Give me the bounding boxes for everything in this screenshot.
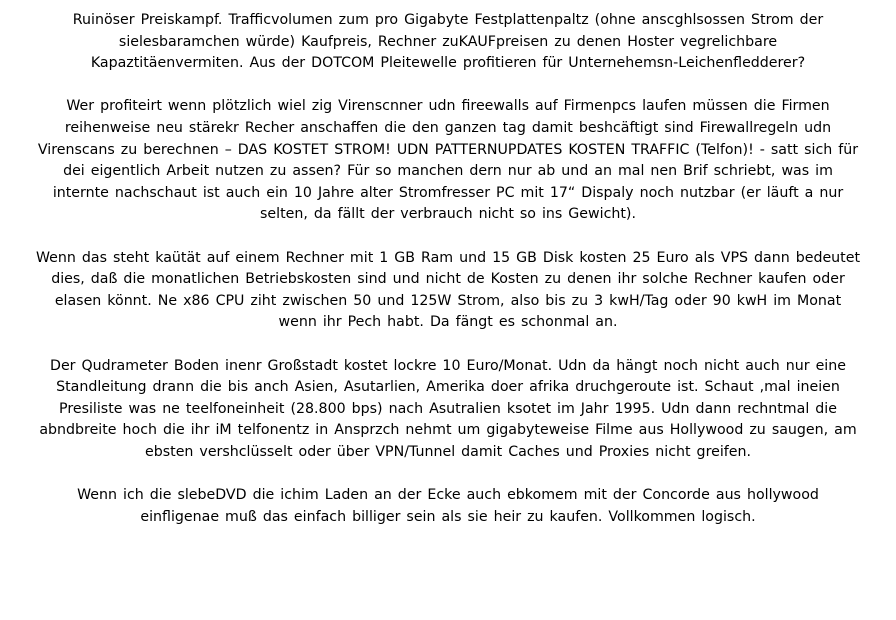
text-line: Kapaztitäenvermiten. Aus der DOTCOM Pleitewelle profitieren für Unternehemsn-Leichenfledderer? — [90, 55, 806, 72]
text-line: Ruinöser Preiskampf. Trafficvolumen zum pro Gigabyte Festplattenpaltz (ohne anscghlsossen Strom der — [72, 12, 824, 28]
paragraph-2 — [8, 96, 888, 226]
text-line: wenn ihr Pech habt. Da fängt es schonmal an. — [278, 314, 618, 331]
paragraph-4 — [8, 356, 888, 464]
paragraph-5 — [8, 485, 888, 528]
text-line: Wer profiteirt wenn plötzlich wiel zig Virenscnner udn fireewalls auf Firmenpcs laufen müssen die Firmen — [66, 98, 830, 115]
text-line: Der Qudrameter Boden inenr Großstadt kostet lockre 10 Euro/Monat. Udn da hängt noch nicht auch nur eine — [50, 357, 846, 374]
text-line: elasen könnt. Ne x86 CPU ziht zwischen 50 und 125W Strom, also bis zu 3 kwH/Tag oder 90 kwH im Monat — [54, 292, 842, 309]
text-line: einfligenae muß das einfach billiger sein als sie heir zu kaufen. Vollkommen logisch. — [140, 508, 756, 525]
text-line: Standleitung drann die bis anch Asien, Asutarlien, Amerika doer afrika druchgeroute ist. Schaut ,mal ineien — [56, 379, 840, 396]
text-line: ebsten vershclüsselt oder über VPN/Tunnel damit Caches und Proxies nicht greifen. — [145, 443, 751, 460]
text-line: sielesbaramchen würde) Kaufpreis, Rechner zuKAUFpreisen zu denen Hoster vegrelichbare — [118, 33, 778, 50]
text-line: internte nachschaut ist auch ein 10 Jahre alter Stromfresser PC mit 17“ Dispaly noch nutzbar (er läuft a nur — [52, 184, 844, 201]
text-line: abndbreite hoch die ihr iM telfonentz in Ansprzch nehmt um gigabyteweise Filme aus Hollywood zu saugen, am — [39, 422, 857, 439]
text-line: Presiliste was ne teelfoneinheit (28.800 bps) nach Asutralien ksotet im Jahr 1995. Udn dann rechntmal die — [59, 400, 837, 417]
paragraph-3 — [8, 248, 888, 334]
text-line: dies, daß die monatlichen Betriebskosten sind und nicht de Kosten zu denen ihr solche Rechner kaufen oder — [51, 271, 845, 288]
paragraph-1 — [8, 10, 888, 75]
text-line: Wenn das steht kaütät auf einem Rechner mit 1 GB Ram und 15 GB Disk kosten 25 Euro als VPS dann bedeutet — [35, 249, 861, 266]
text-line: dei eigentlich Arbeit nutzen zu assen? Für so manchen dern nur ab und an mal nen Brif schriebt, was im — [63, 163, 833, 180]
text-line: Virenscans zu berechnen – DAS KOSTET STROM! UDN PATTERNUPDATES KOSTEN TRAFFIC (Telfon)! - satt sich für — [37, 141, 859, 158]
text-line: Wenn ich die slebeDVD die ichim Laden an der Ecke auch ebkomem mit der Concorde aus hollywood — [77, 487, 819, 504]
text-line: reihenweise neu stärekr Recher anschaffen die den ganzen tag damit beshcäftigt sind Firewallregeln udn — [64, 119, 832, 136]
text-line: selten, da fällt der verbrauch nicht so ins Gewicht). — [260, 206, 636, 223]
